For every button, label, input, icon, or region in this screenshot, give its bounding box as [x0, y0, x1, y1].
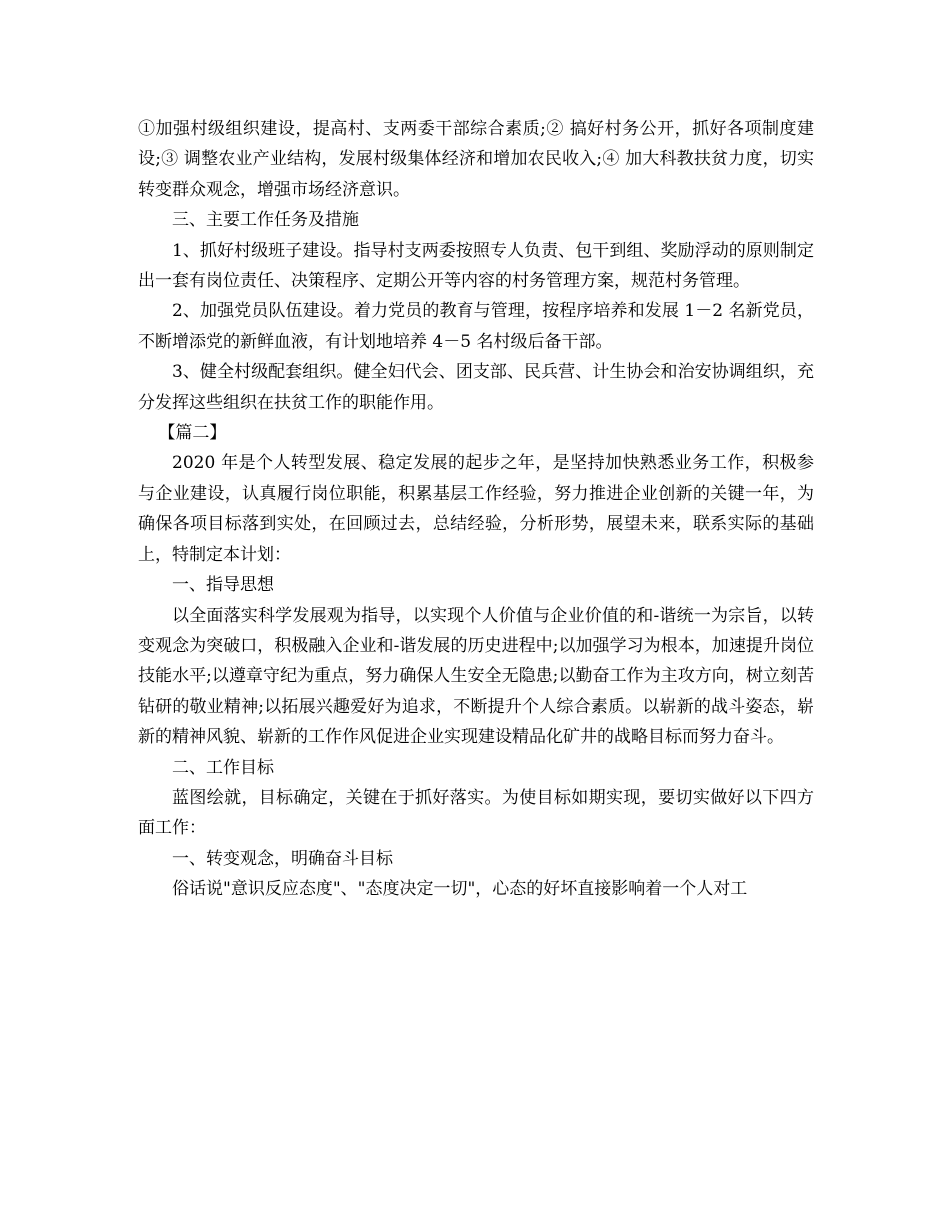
paragraph-work-goals: 蓝图绘就，目标确定，关键在于抓好落实。为使目标如期实现，要切实做好以下四方面工作： [138, 787, 814, 839]
paragraph-task-2: 2、加强党员队伍建设。着力党员的教育与管理，按程序培养和发展 1－2 名新党员，不断增添党的新鲜血液，有计划地培养 4－5 名村级后备干部。 [138, 301, 814, 352]
paragraph-goals-list: ①加强村级组织建设，提高村、支两委干部综合素质;② 搞好村务公开，抓好各项制度建设;③ 调整农业产业结构，发展村级集体经济和增加农民收入;④ 加大科教扶贫力度，切实转变群众观念，增强市场经济意识。 [138, 119, 814, 200]
paragraph-task-1: 1、抓好村级班子建设。指导村支两委按照专人负责、包干到组、奖励浮动的原则制定出一套有岗位责任、决策程序、定期公开等内容的村务管理方案，规范村务管理。 [138, 240, 814, 292]
heading-work-goals: 二、工作目标 [172, 757, 274, 778]
heading-main-tasks: 三、主要工作任务及措施 [172, 210, 359, 231]
heading-guiding-ideology: 一、指导思想 [172, 575, 274, 596]
paragraph-attitude: 俗话说"意识反应态度"、"态度决定一切"，心态的好坏直接影响着一个人对工 [172, 879, 748, 900]
heading-part-two: 【篇二】 [158, 423, 227, 444]
paragraph-task-3: 3、健全村级配套组织。健全妇代会、团支部、民兵营、计生协会和治安协调组织，充分发挥这些组织在扶贫工作的职能作用。 [138, 362, 814, 413]
paragraph-intro-2020: 2020 年是个人转型发展、稳定发展的起步之年，是坚持加快熟悉业务工作，积极参与企业建设，认真履行岗位职能，积累基层工作经验，努力推进企业创新的关键一年，为确保各项目标落到实处，在回顾过去，总结经验，分析形势，展望未来，联系实际的基础上，特制定本计划： [138, 453, 814, 565]
document-body [138, 114, 814, 905]
heading-change-concepts: 一、转变观念，明确奋斗目标 [172, 848, 393, 869]
paragraph-guiding-ideology: 以全面落实科学发展观为指导，以实现个人价值与企业价值的和-谐统一为宗旨，以转变观念为突破口，积极融入企业和-谐发展的历史进程中;以加强学习为根本，加速提升岗位技能水平;以遵章守纪为重点，努力确保人生安全无隐患;以勤奋工作为主攻方向，树立刻苦钻研的敬业精神;以拓展兴趣爱好为追求，不断提升个人综合素质。以崭新的战斗姿态，崭新的精神风貌、崭新的工作作风促进企业实现建设精品化矿井的战略目标而努力奋斗。 [138, 605, 814, 748]
